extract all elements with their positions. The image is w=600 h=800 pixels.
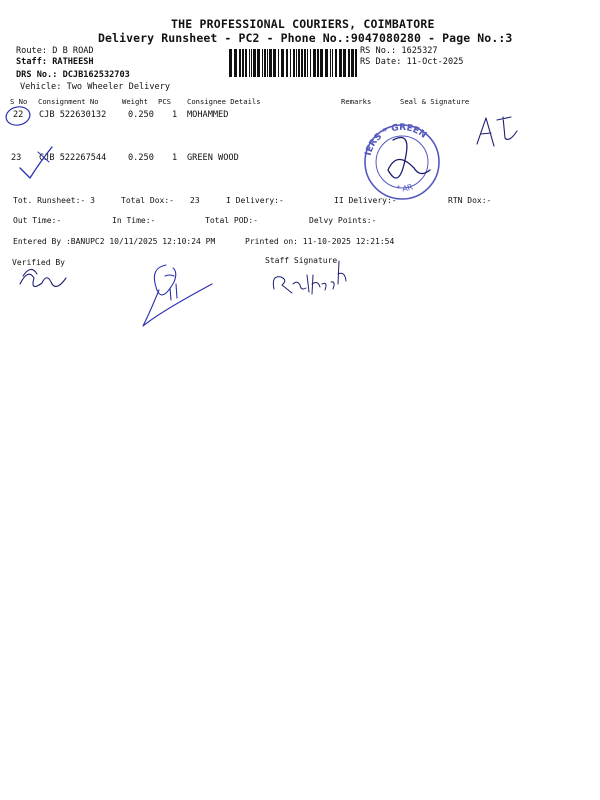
barcode-bar bbox=[304, 49, 306, 77]
barcode-bar bbox=[313, 49, 316, 77]
stamp-text-bottom: * AR bbox=[395, 182, 414, 194]
row-consignment: CJB 522630132 bbox=[39, 110, 107, 120]
barcode-bar bbox=[335, 49, 337, 77]
barcode-bar bbox=[286, 49, 288, 77]
barcode-bar bbox=[355, 49, 357, 77]
row-consignment: CJB 522267544 bbox=[39, 153, 107, 163]
col-header-weight: Weight bbox=[122, 97, 148, 106]
tot-runsheet: Tot. Runsheet:- 3 bbox=[13, 196, 95, 205]
row-consignee: GREEN WOOD bbox=[187, 153, 239, 163]
barcode-bar bbox=[296, 49, 297, 77]
barcode-bar bbox=[293, 49, 295, 77]
barcode-bar bbox=[343, 49, 346, 77]
barcode-bar bbox=[245, 49, 247, 77]
svg-text:IERS * GREEN bbox=[364, 123, 428, 157]
col-header-remarks: Remarks bbox=[341, 97, 372, 106]
barcode-bar bbox=[242, 49, 244, 77]
row-pcs: 1 bbox=[172, 153, 178, 163]
row-sno: 23 bbox=[11, 153, 22, 163]
barcode-bar bbox=[273, 49, 276, 77]
barcode-bar bbox=[253, 49, 256, 77]
total-dox-label: Total Dox:- bbox=[121, 196, 174, 205]
barcode-bar bbox=[310, 49, 311, 77]
row-weight: 0.250 bbox=[128, 110, 154, 120]
barcode-bar bbox=[351, 49, 354, 77]
barcode-bar bbox=[267, 49, 268, 77]
out-time: Out Time:- bbox=[13, 216, 62, 225]
rs-number: RS No.: 1625327 bbox=[360, 46, 438, 56]
col-header-consignment: Consignment No bbox=[38, 97, 99, 106]
col-header-consignee: Consignee Details bbox=[187, 97, 261, 106]
verified-by-label: Verified By bbox=[12, 258, 65, 267]
barcode-bar bbox=[317, 49, 319, 77]
barcode-bar bbox=[290, 49, 291, 77]
barcode-bar bbox=[264, 49, 266, 77]
delvy-points: Delvy Points:- bbox=[309, 216, 377, 225]
barcode-bar bbox=[325, 49, 328, 77]
barcode-bar bbox=[332, 49, 333, 77]
col-header-sno: S No bbox=[10, 97, 28, 106]
table-row bbox=[0, 153, 600, 167]
stamp-text-top: IERS * GREEN bbox=[363, 122, 429, 157]
company-title: THE PROFESSIONAL COURIERS, COIMBATORE bbox=[171, 17, 435, 31]
rtn-dox: RTN Dox:- bbox=[448, 196, 492, 205]
row-consignee: MOHAMMED bbox=[187, 110, 229, 120]
barcode-bar bbox=[281, 49, 284, 77]
row-weight: 0.250 bbox=[128, 153, 154, 163]
barcode-bar bbox=[239, 49, 241, 77]
ii-delivery: II Delivery:- bbox=[334, 196, 397, 205]
barcode-bar bbox=[234, 49, 237, 77]
drs-number: DRS No.: DCJB162532703 bbox=[16, 70, 130, 80]
route-info: Route: D B ROAD bbox=[16, 46, 94, 56]
barcode-bar bbox=[278, 49, 279, 77]
barcode-bar bbox=[307, 49, 308, 77]
runsheet-title: Delivery Runsheet - PC2 - Phone No.:9047080280 - Page No.:3 bbox=[98, 31, 513, 45]
svg-text:* AR bbox=[396, 182, 415, 193]
barcode-bar bbox=[251, 49, 252, 77]
barcode-bar bbox=[348, 49, 350, 77]
staff-info: Staff: RATHEESH bbox=[16, 57, 94, 67]
i-delivery: I Delivery:- bbox=[226, 196, 284, 205]
col-header-seal: Seal & Signature bbox=[400, 97, 470, 106]
barcode-bar bbox=[269, 49, 272, 77]
barcode-bar bbox=[320, 49, 323, 77]
barcode-bar bbox=[229, 49, 232, 77]
col-header-pcs: PCS bbox=[158, 97, 171, 106]
rs-date: RS Date: 11-Oct-2025 bbox=[360, 57, 464, 67]
barcode-bar bbox=[249, 49, 250, 77]
barcode-bar bbox=[257, 49, 260, 77]
printed-on: Printed on: 11-10-2025 12:21:54 bbox=[245, 237, 395, 246]
large-signature bbox=[143, 265, 212, 326]
entered-by: Entered By :BANUPC2 10/11/2025 12:10:24 PM bbox=[13, 237, 216, 246]
table-row bbox=[0, 110, 600, 124]
row-pcs: 1 bbox=[172, 110, 178, 120]
verified-by-signature bbox=[20, 269, 66, 286]
barcode-bar bbox=[298, 49, 300, 77]
barcode-bar bbox=[330, 49, 331, 77]
barcode-bar bbox=[301, 49, 303, 77]
staff-signature bbox=[273, 261, 346, 294]
barcode-bar bbox=[262, 49, 263, 77]
vehicle-info: Vehicle: Two Wheeler Delivery bbox=[20, 82, 171, 92]
staff-signature-label: Staff Signature bbox=[265, 256, 338, 265]
barcode-bar bbox=[339, 49, 342, 77]
barcode bbox=[229, 49, 357, 77]
in-time: In Time:- bbox=[112, 216, 156, 225]
row-sno: 22 bbox=[13, 110, 24, 120]
total-pod: Total POD:- bbox=[205, 216, 258, 225]
total-dox-value: 23 bbox=[190, 196, 200, 205]
